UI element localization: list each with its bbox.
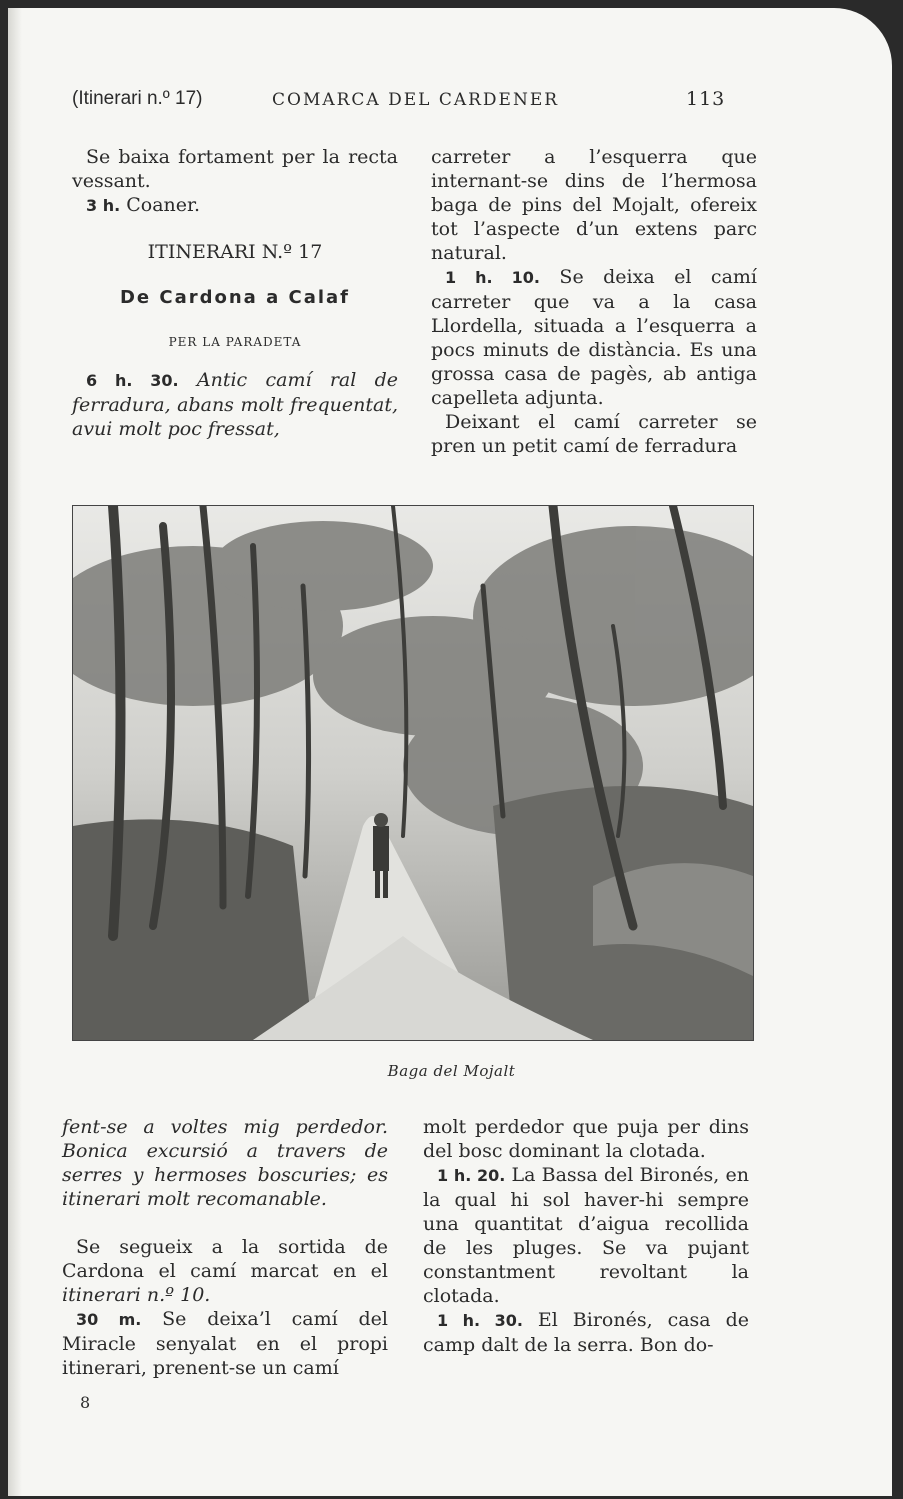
paragraph [423,1163,749,1308]
paragraph: fent-se a voltes mig perdedor. Bonica excursió a travers de serres y hermoses boscuries; es itinerari molt recomanable. [62,1116,388,1210]
paragraph: carreter a l’esquerra que internant-se dins de l’hermosa baga de pins del Mojalt, ofereix tot l’aspecte d’un extens parc natural. [431,146,757,264]
running-head-left: (Itinerari n.º 17) [72,88,203,109]
paragraph-text: La Bassa del Bironés, en la qual hi sol haver-hi sempre una quantitat d’aigua recollida de les pluges. Se va pujant constantment revoltant la clotada. [423,1164,749,1307]
paragraph-text: Se deixa’l camí del Miracle senyalat en el propi itinerari, prenent-se un camí [62,1308,388,1379]
paragraph: Se baixa fortament per la recta vessant. [72,146,398,192]
time-marker: 30 m. [76,1310,142,1329]
column-bottom-left [62,1115,388,1380]
photo-caption: Baga del Mojalt [387,1062,516,1080]
forest-photograph [72,505,754,1041]
page-gutter-shadow [8,8,22,1496]
paragraph [431,265,757,410]
forest-path-image [73,506,753,1040]
paragraph [423,1308,749,1357]
itinerary-heading: ITINERARI N.º 17 [147,241,323,263]
paragraph-text: Se deixa el camí carreter que va a la casa Llordella, situada a l’esquerra a pocs minuts de distància. Es una grossa casa de pagès, ab antiga capelleta adjunta. [431,266,757,409]
time-marker: 3 h. [86,196,121,215]
itinerary-reference: itinerari n.º 10. [62,1284,211,1306]
route-title: De Cardona a Calaf [119,287,351,308]
column-top-left [72,145,398,441]
paragraph-text: Antic camí ral de ferradura, abans molt frequentat, avui molt poc fressat, [72,369,398,440]
time-marker: 1 h. 10. [445,268,540,287]
running-head-title: COMARCA DEL CARDENER [272,90,560,110]
time-marker: 1 h. 20. [437,1166,506,1185]
paragraph: molt perdedor que puja per dins del bosc dominant la clotada. [423,1116,749,1162]
page-number: 113 [686,88,726,110]
paragraph [72,193,398,218]
paragraph [72,368,398,441]
paragraph [62,1307,388,1380]
signature-mark: 8 [80,1393,91,1412]
column-bottom-right [423,1115,749,1357]
time-marker: 6 h. 30. [86,371,179,390]
paragraph-text: Se segueix a la sortida de Cardona el camí marcat en el [62,1236,388,1282]
column-top-right [431,145,757,458]
paragraph [62,1235,388,1307]
paragraph-text: Coaner. [126,194,201,216]
time-marker: 1 h. 30. [437,1311,523,1330]
route-subtitle: PER LA PARADETA [168,335,302,349]
paragraph: Deixant el camí carreter se pren un petit camí de ferradura [431,411,757,457]
paragraph-text: El Bironés, casa de camp dalt de la serra. Bon do- [423,1309,749,1356]
